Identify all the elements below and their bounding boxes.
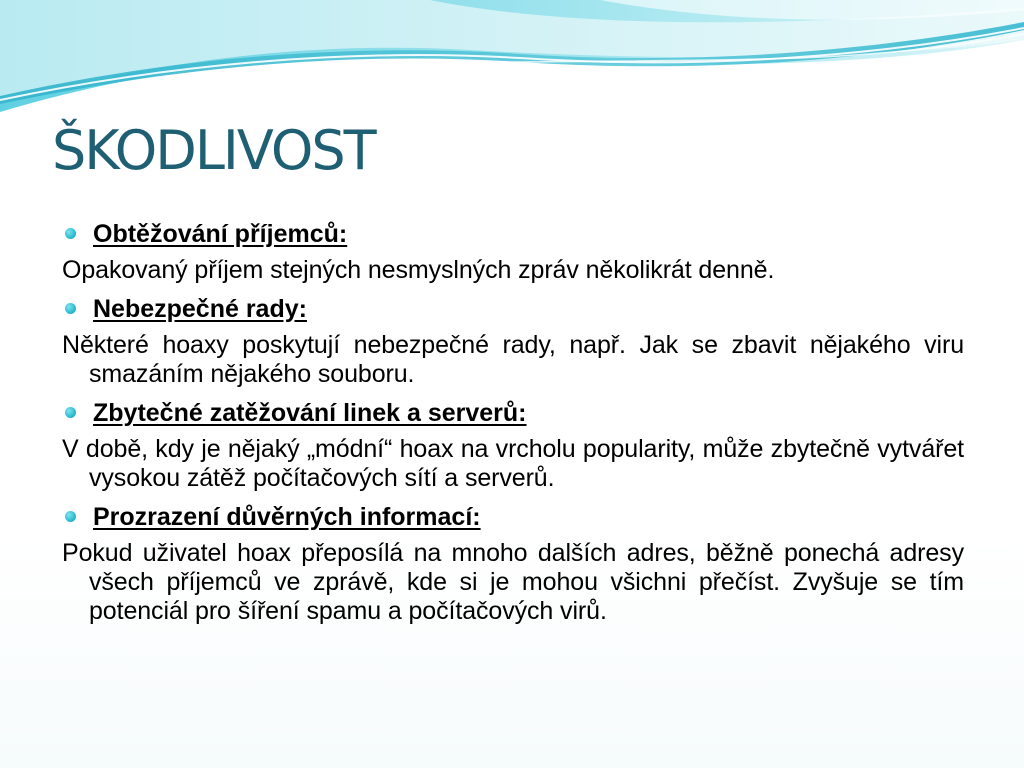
bullet-icon (65, 511, 76, 522)
section-text: Pokud uživatel hoax přeposílá na mnoho dalších adres, běžně ponechá adresy všech příjemců ve zprávě, kde si je mohou všichni přečíst. Zvyšuje se tím potenciál pro šíření spamu a počítačových virů. (62, 539, 964, 625)
section-heading: Obtěžování příjemců: (62, 218, 964, 250)
slide-content (62, 218, 964, 634)
bullet-icon (65, 228, 76, 239)
section-text: V době, kdy je nějaký „módní“ hoax na vrcholu popularity, může zbytečně vytvářet vysokou zátěž počítačových sítí a serverů. (62, 435, 964, 492)
section-heading: Nebezpečné rady: (62, 293, 964, 325)
wave-decoration (0, 0, 1024, 130)
bullet-icon (65, 407, 76, 418)
section-heading: Zbytečné zatěžování linek a serverů: (62, 397, 964, 429)
section-text: Některé hoaxy poskytují nebezpečné rady, např. Jak se zbavit nějakého viru smazáním nějakého souboru. (62, 331, 964, 388)
section-heading: Prozrazení důvěrných informací: (62, 501, 964, 533)
bullet-icon (65, 303, 76, 314)
page-title: ŠKODLIVOST (52, 119, 375, 182)
section-text: Opakovaný příjem stejných nesmyslných zpráv několikrát denně. (62, 256, 775, 284)
